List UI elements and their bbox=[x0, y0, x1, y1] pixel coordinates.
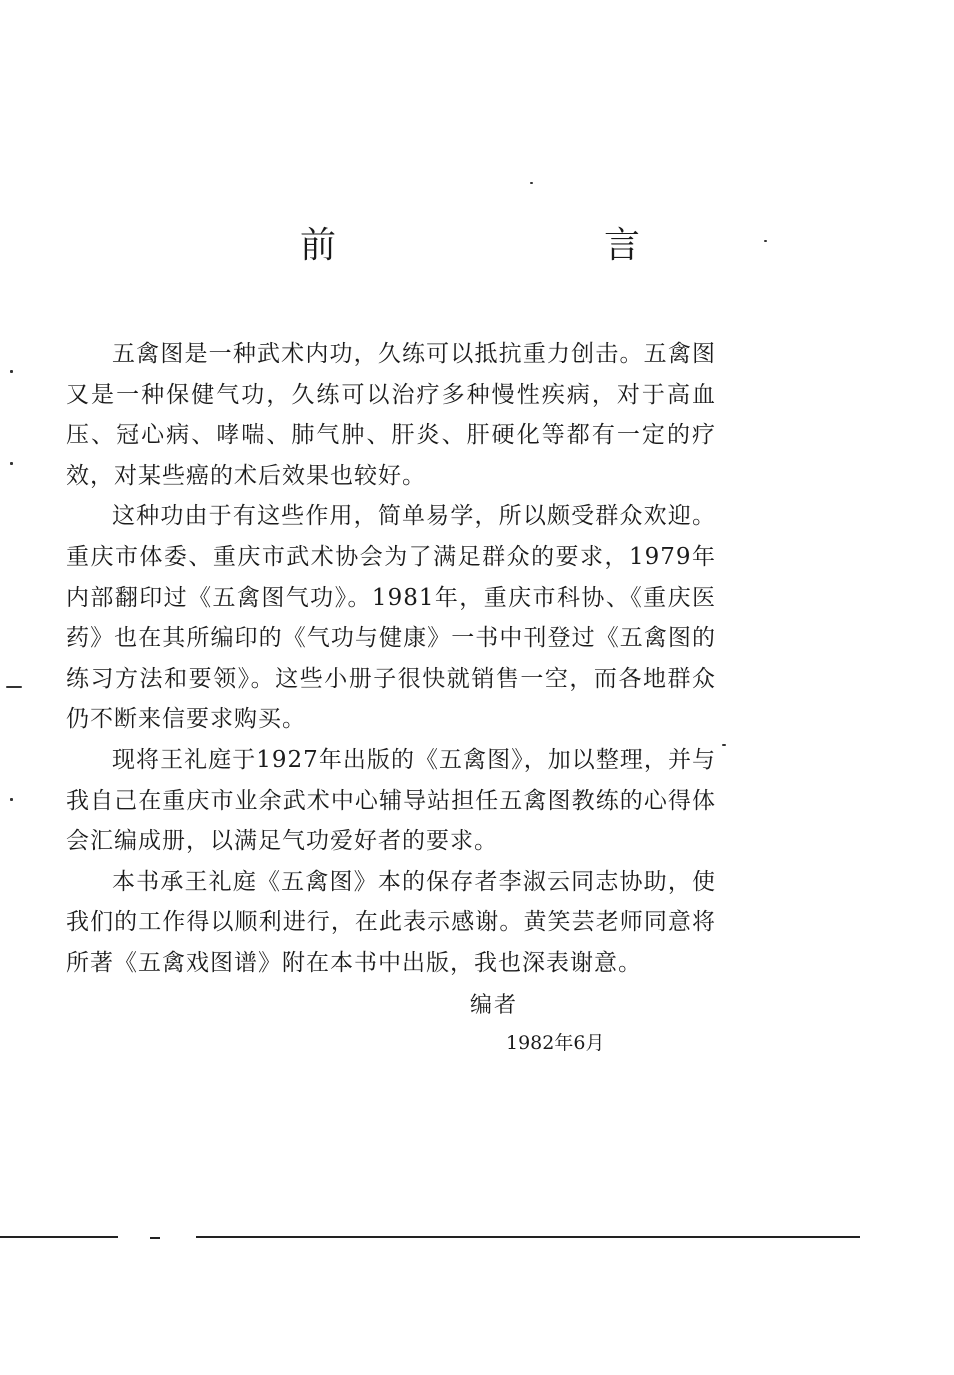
page-title: 前 言 bbox=[300, 225, 757, 266]
preface-body bbox=[66, 334, 716, 984]
bottom-rule-dash bbox=[150, 1237, 160, 1239]
paragraph-2: 这种功由于有这些作用，简单易学，所以颇受群众欢迎。重庆市体委、重庆市武术协会为了满足群众的要求，1979年内部翻印过《五禽图气功》。1981年，重庆市科协、《重庆医药》也在其所编印的《气功与健康》一书中刊登过《五禽图的练习方法和要领》。这些小册子很快就销售一空，而各地群众仍不断来信要求购买。 bbox=[66, 503, 716, 733]
bottom-rule-main bbox=[196, 1236, 860, 1238]
author-signature: 编者 bbox=[470, 993, 519, 1018]
margin-mark bbox=[10, 370, 13, 373]
bottom-rule-left bbox=[0, 1236, 118, 1238]
paragraph-4: 本书承王礼庭《五禽图》本的保存者李淑云同志协助，使我们的工作得以顺利进行，在此表示感谢。黄笑芸老师同意将所著《五禽戏图谱》附在本书中出版，我也深表谢意。 bbox=[66, 868, 716, 976]
margin-mark bbox=[764, 240, 767, 242]
paragraph-1: 五禽图是一种武术内功，久练可以抵抗重力创击。五禽图又是一种保健气功，久练可以治疗多种慢性疾病，对于高血压、冠心病、哮喘、肺气肿、肝炎、肝硬化等都有一定的疗效，对某些癌的术后效果也较好。 bbox=[66, 341, 716, 489]
paragraph-3: 现将王礼庭于1927年出版的《五禽图》，加以整理，并与我自己在重庆市业余武术中心辅导站担任五禽图教练的心得体会汇编成册，以满足气功爱好者的要求。 bbox=[66, 746, 716, 855]
margin-mark bbox=[6, 686, 22, 688]
margin-mark bbox=[722, 744, 726, 746]
margin-mark bbox=[10, 798, 13, 801]
margin-mark bbox=[10, 462, 13, 465]
margin-mark bbox=[530, 182, 533, 184]
preface-date: 1982年6月 bbox=[506, 1032, 605, 1054]
